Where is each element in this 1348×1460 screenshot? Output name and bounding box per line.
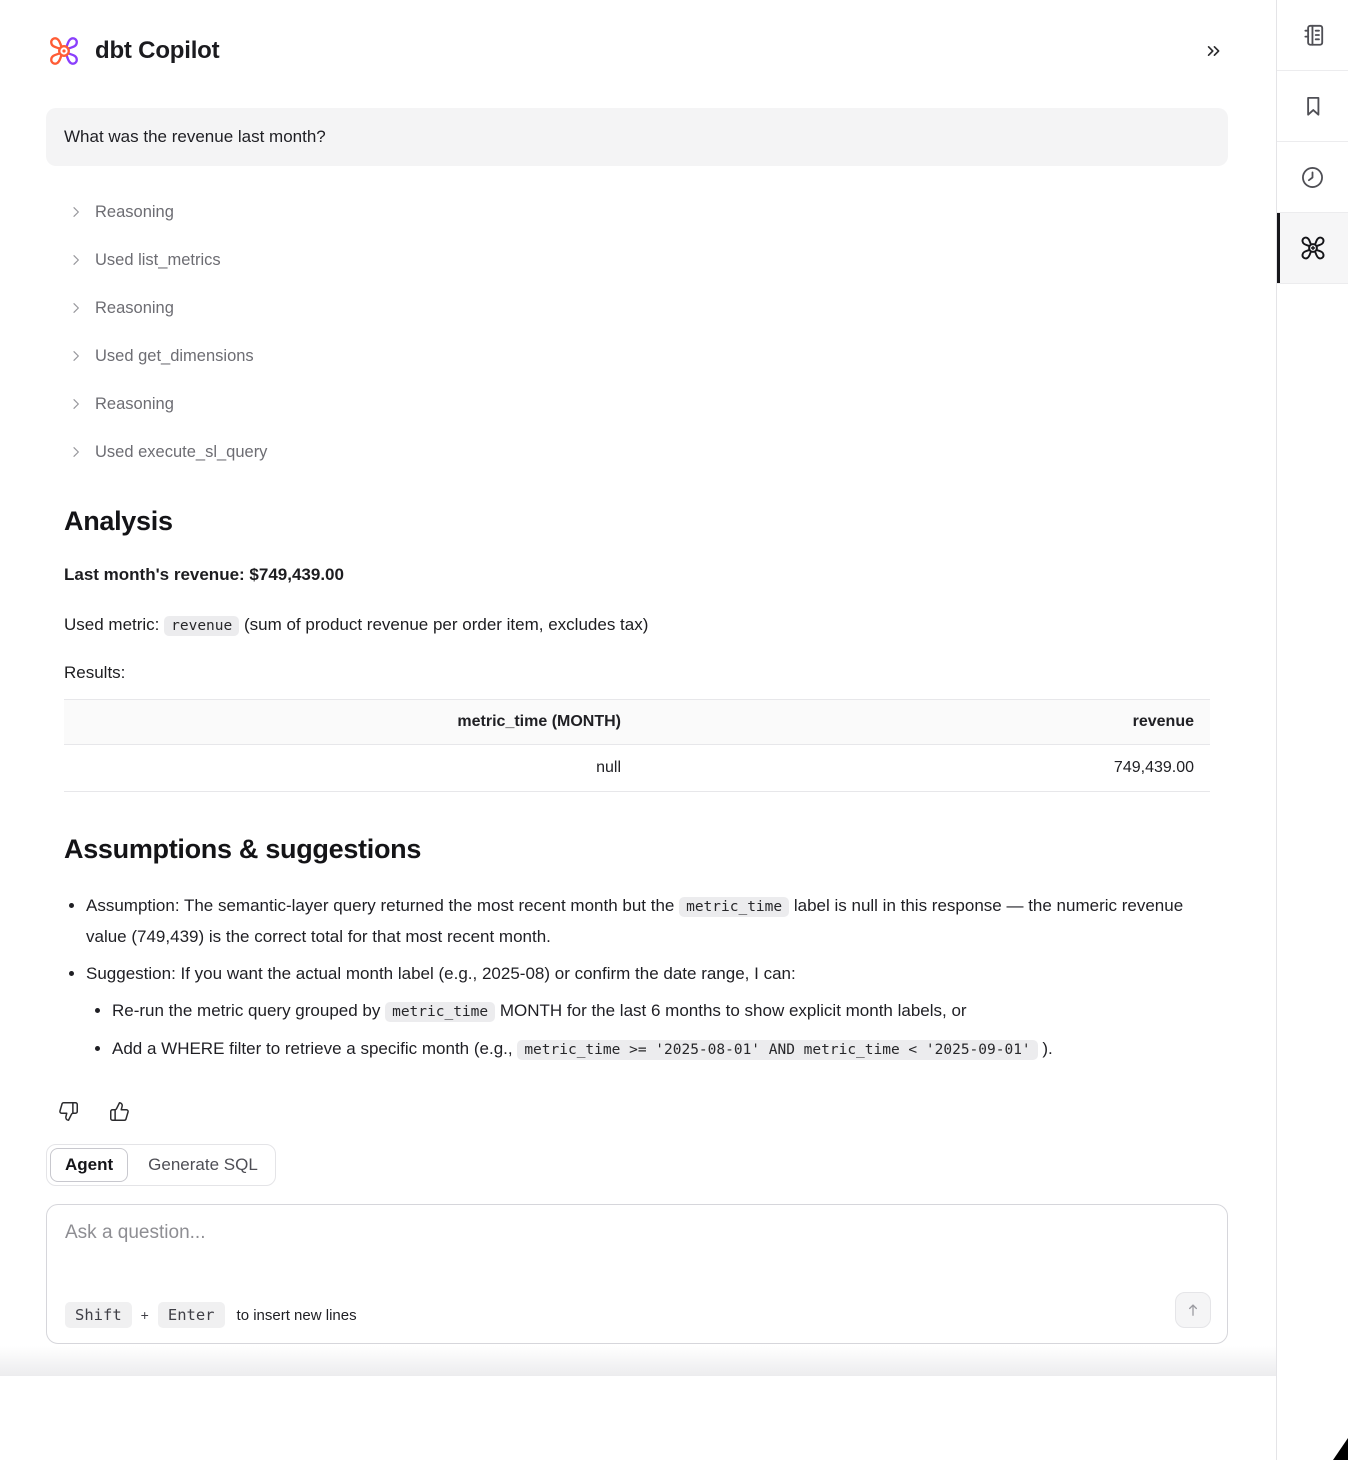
step-item[interactable] bbox=[68, 284, 1210, 332]
table-row bbox=[64, 745, 1210, 792]
table-cell: null bbox=[64, 745, 637, 792]
chevron-right-icon bbox=[68, 444, 84, 460]
text-segment: ). bbox=[1037, 1039, 1053, 1058]
mode-toggle bbox=[46, 1144, 276, 1186]
mode-option-generate-sql[interactable]: Generate SQL bbox=[131, 1147, 275, 1183]
user-message-text: What was the revenue last month? bbox=[64, 127, 326, 146]
text-segment: (sum of product revenue per order item, excludes tax) bbox=[239, 615, 649, 634]
results-table bbox=[64, 699, 1210, 792]
chevron-right-icon bbox=[68, 300, 84, 316]
feedback-actions bbox=[58, 1101, 1228, 1122]
chevron-right-icon bbox=[68, 252, 84, 268]
collapse-panel-button[interactable] bbox=[1200, 37, 1228, 65]
arrow-up-icon bbox=[1184, 1301, 1202, 1319]
mode-option-agent[interactable]: Agent bbox=[50, 1148, 128, 1182]
user-message bbox=[46, 108, 1228, 166]
chevron-right-icon bbox=[68, 204, 84, 220]
results-label: Results: bbox=[64, 663, 126, 682]
thumbs-up-button[interactable] bbox=[109, 1101, 130, 1122]
enter-key-chip: Enter bbox=[158, 1302, 225, 1328]
thumbs-up-icon bbox=[109, 1101, 130, 1122]
step-label: Reasoning bbox=[95, 202, 174, 221]
question-input[interactable] bbox=[65, 1222, 925, 1280]
step-label: Reasoning bbox=[95, 298, 174, 317]
sidebar-item-bookmarks[interactable] bbox=[1277, 71, 1348, 142]
list-item bbox=[86, 891, 1210, 952]
input-hint bbox=[65, 1302, 357, 1328]
inline-code-chip: revenue bbox=[164, 616, 239, 636]
analysis-heading: Analysis bbox=[64, 506, 173, 536]
step-label: Used execute_sl_query bbox=[95, 442, 268, 461]
list-item bbox=[112, 1034, 1210, 1065]
text-segment: Used metric: bbox=[64, 615, 165, 634]
steps-list bbox=[64, 188, 1210, 476]
bottom-fade bbox=[0, 1346, 1276, 1376]
notebook-icon bbox=[1300, 22, 1326, 48]
shift-key-chip: Shift bbox=[65, 1302, 132, 1328]
panel-title: dbt Copilot bbox=[95, 37, 220, 64]
column-header: revenue bbox=[637, 700, 1210, 745]
list-item bbox=[112, 996, 1210, 1027]
assumptions-list bbox=[64, 891, 1210, 1065]
step-item[interactable] bbox=[68, 236, 1210, 284]
step-label: Used list_metrics bbox=[95, 250, 221, 269]
revenue-summary: Last month's revenue: $749,439.00 bbox=[64, 565, 344, 584]
chevron-right-icon bbox=[68, 348, 84, 364]
suggestion-sublist bbox=[86, 996, 1210, 1065]
inline-code-chip: metric_time bbox=[385, 1002, 495, 1022]
plus-separator: + bbox=[140, 1307, 149, 1323]
text-segment: Suggestion: If you want the actual month label (e.g., 2025-08) or confirm the date range, I can: bbox=[86, 964, 796, 983]
sidebar-item-history[interactable] bbox=[1277, 142, 1348, 213]
text-segment: label is null in this response — the numeric revenue value (749,439) is the correct total for that most recent month. bbox=[86, 896, 1184, 946]
results-table-header-row bbox=[64, 700, 1210, 745]
thumbs-down-button[interactable] bbox=[58, 1101, 79, 1122]
dbt-copilot-logo-icon bbox=[46, 34, 82, 68]
text-segment: Re-run the metric query grouped by bbox=[112, 1001, 386, 1020]
list-item bbox=[86, 959, 1210, 1065]
step-item[interactable] bbox=[68, 188, 1210, 236]
thumbs-down-icon bbox=[58, 1101, 79, 1122]
text-segment: Add a WHERE filter to retrieve a specific month (e.g., bbox=[112, 1039, 518, 1058]
results-table-body bbox=[64, 745, 1210, 792]
inline-code-chip: metric_time >= '2025-08-01' AND metric_time < '2025-09-01' bbox=[517, 1040, 1037, 1060]
chevron-right-icon bbox=[68, 396, 84, 412]
step-label: Reasoning bbox=[95, 394, 174, 413]
question-input-card bbox=[46, 1204, 1228, 1344]
bookmark-icon bbox=[1300, 93, 1326, 119]
step-item[interactable] bbox=[68, 380, 1210, 428]
assistant-response bbox=[46, 188, 1228, 1065]
inline-code-chip: metric_time bbox=[679, 897, 789, 917]
assumptions-heading: Assumptions & suggestions bbox=[64, 834, 422, 864]
send-button[interactable] bbox=[1175, 1292, 1211, 1328]
panel-header bbox=[46, 30, 1228, 72]
sidebar-item-dbt-copilot[interactable] bbox=[1277, 213, 1348, 284]
history-icon bbox=[1299, 164, 1326, 191]
text-segment: MONTH for the last 6 months to show explicit month labels, or bbox=[495, 1001, 967, 1020]
step-item[interactable] bbox=[68, 428, 1210, 476]
sidebar-item-notebook[interactable] bbox=[1277, 0, 1348, 71]
column-header: metric_time (MONTH) bbox=[64, 700, 637, 745]
used-metric-line bbox=[64, 615, 1210, 635]
table-cell: 749,439.00 bbox=[637, 745, 1210, 792]
right-icon-rail bbox=[1276, 0, 1348, 1460]
step-item[interactable] bbox=[68, 332, 1210, 380]
chevron-double-right-icon bbox=[1204, 41, 1224, 61]
text-segment: Assumption: The semantic-layer query returned the most recent month but the bbox=[86, 896, 680, 915]
dbt-copilot-icon bbox=[1299, 234, 1327, 262]
hint-text: to insert new lines bbox=[236, 1306, 357, 1324]
step-label: Used get_dimensions bbox=[95, 346, 254, 365]
